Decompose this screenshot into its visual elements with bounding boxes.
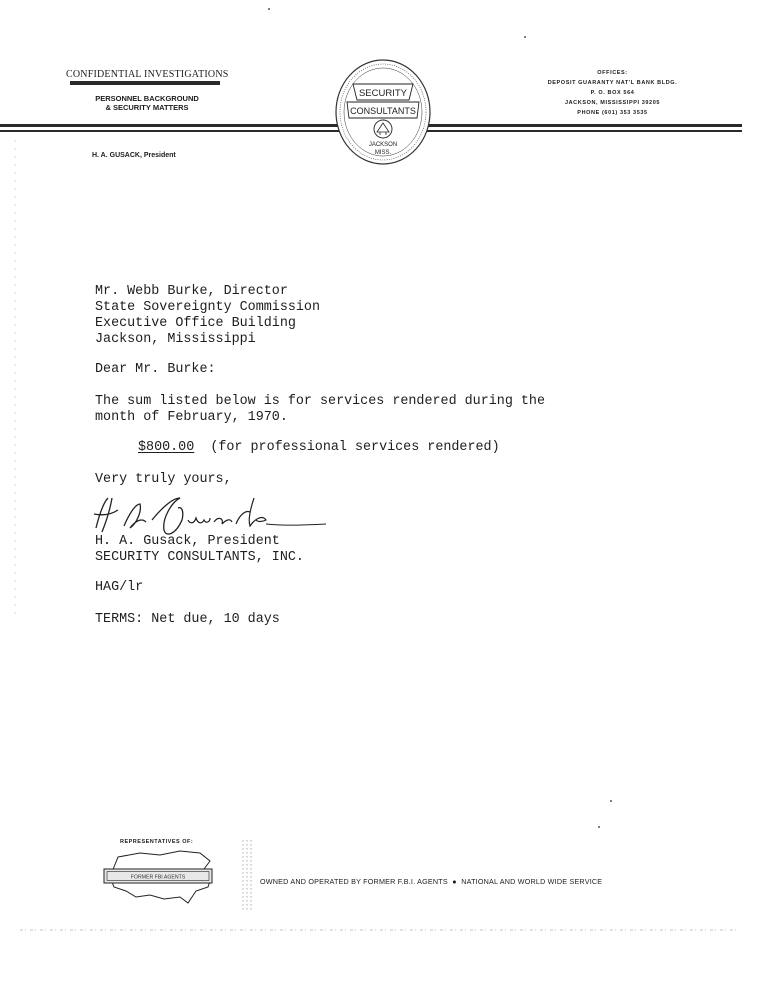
letter-signature-name: H. A. Gusack, President [95, 534, 280, 549]
offices-line3: JACKSON, MISSISSIPPI 39205 [564, 100, 661, 106]
letter-terms: TERMS: Net due, 10 days [95, 612, 280, 627]
map-label: FORMER FBI AGENTS [130, 874, 186, 881]
letter-amount: $800.00 [138, 440, 195, 455]
letter-building: Executive Office Building [95, 316, 296, 331]
header-left-subtitle [88, 94, 206, 112]
footer-tagline [260, 877, 602, 886]
seal-city: JACKSON [368, 142, 398, 148]
letter-body-line2: month of February, 1970. [95, 410, 288, 425]
scan-edge-line [0, 926, 763, 934]
footer-representatives: REPRESENTATIVES OF: [120, 839, 194, 845]
header-president: H. A. GUSACK, President [92, 152, 176, 159]
header-left-line1: PERSONNEL BACKGROUND [95, 94, 199, 103]
header-left-title: CONFIDENTIAL INVESTIGATIONS [66, 69, 229, 80]
footer-bullet-icon: ● [452, 877, 457, 886]
letter-addressee: Mr. Webb Burke, Director [95, 284, 288, 299]
scan-left-edge [12, 140, 18, 620]
letter-closing: Very truly yours, [95, 472, 232, 487]
footer-divider-dots [240, 838, 254, 912]
seal-word-security: SECURITY [358, 88, 408, 99]
scan-speck [598, 826, 600, 828]
letter-amount-note: (for professional services rendered) [210, 440, 500, 455]
security-consultants-seal [333, 58, 433, 170]
letter-initials: HAG/lr [95, 580, 144, 595]
scan-speck [524, 36, 526, 38]
letter-city: Jackson, Mississippi [95, 332, 256, 347]
scan-speck [268, 8, 270, 10]
header-left-bar [70, 81, 220, 85]
letter-body-line1: The sum listed below is for services rendered during the [95, 394, 545, 409]
offices-line1: DEPOSIT GUARANTY NAT'L BANK BLDG. [547, 80, 678, 86]
letter-amount-line [138, 440, 500, 456]
usa-map-emblem [100, 847, 218, 909]
offices-line2: P. O. BOX 564 [590, 90, 635, 96]
letter-salutation: Dear Mr. Burke: [95, 362, 216, 377]
footer-tagline-a: OWNED AND OPERATED BY FORMER F.B.I. AGENTS [260, 877, 448, 886]
letter-company: SECURITY CONSULTANTS, INC. [95, 550, 304, 565]
scan-speck [610, 800, 612, 802]
seal-word-consultants: CONSULTANTS [350, 106, 416, 116]
offices-line4: PHONE (601) 353 3535 [577, 110, 648, 116]
header-left-line2: & SECURITY MATTERS [105, 103, 189, 112]
offices-title: OFFICES: [597, 70, 628, 76]
letter-org: State Sovereignty Commission [95, 300, 320, 315]
footer-tagline-b: NATIONAL AND WORLD WIDE SERVICE [461, 877, 603, 886]
seal-state: MISS. [374, 150, 392, 156]
handwritten-signature [90, 490, 330, 540]
header-offices [520, 68, 705, 118]
